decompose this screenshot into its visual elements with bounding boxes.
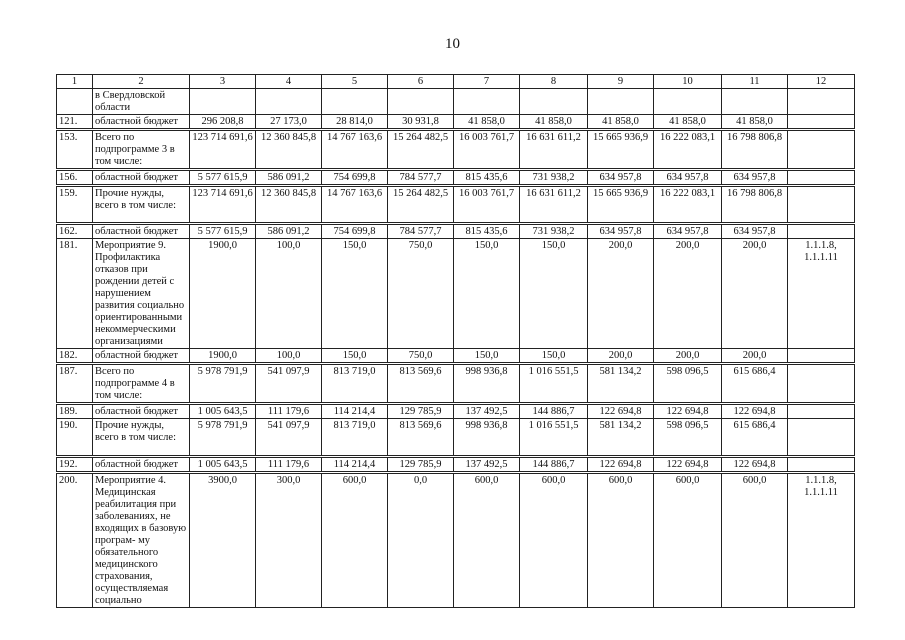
value-cell [588,89,654,115]
value-cell: 150,0 [520,239,588,349]
value-cell: 16 798 806,8 [722,186,788,224]
value-cell: 16 631 611,2 [520,186,588,224]
row-number: 200. [57,473,93,608]
value-cell: 5 978 791,9 [190,364,256,404]
table-row [57,89,855,115]
column-header: 3 [190,75,256,89]
table-row [57,186,855,224]
value-cell: 634 957,8 [722,170,788,186]
value-cell: 600,0 [454,473,520,608]
table-row [57,419,855,457]
value-cell: 1 005 643,5 [190,457,256,473]
row-number: 189. [57,404,93,419]
row-name: Мероприятие 9. Профилактика отказов при рождении детей с нарушением развития социально ориентированными некоммерческими организациями [93,239,190,349]
value-cell: 600,0 [588,473,654,608]
value-cell: 5 577 615,9 [190,224,256,239]
value-cell: 129 785,9 [388,457,454,473]
value-cell: 41 858,0 [520,115,588,130]
row-name: Всего по подпрограмме 4 в том числе: [93,364,190,404]
value-cell: 123 714 691,6 [190,130,256,170]
value-cell: 150,0 [454,349,520,364]
value-cell [654,89,722,115]
value-cell: 600,0 [722,473,788,608]
value-cell: 581 134,2 [588,419,654,457]
value-cell: 634 957,8 [588,170,654,186]
column-header: 10 [654,75,722,89]
value-cell: 16 631 611,2 [520,130,588,170]
value-cell [388,89,454,115]
value-cell: 598 096,5 [654,419,722,457]
row-number: 192. [57,457,93,473]
value-cell: 122 694,8 [722,404,788,419]
target-ref [788,404,855,419]
target-ref [788,130,855,170]
value-cell: 813 719,0 [322,364,388,404]
value-cell: 0,0 [388,473,454,608]
value-cell: 598 096,5 [654,364,722,404]
row-name: Прочие нужды, всего в том числе: [93,186,190,224]
row-name: областной бюджет [93,115,190,130]
value-cell: 114 214,4 [322,457,388,473]
value-cell: 615 686,4 [722,364,788,404]
value-cell: 114 214,4 [322,404,388,419]
value-cell: 731 938,2 [520,170,588,186]
value-cell: 1 005 643,5 [190,404,256,419]
value-cell: 586 091,2 [256,224,322,239]
budget-table [56,74,855,608]
value-cell: 122 694,8 [654,457,722,473]
value-cell: 111 179,6 [256,404,322,419]
target-ref: 1.1.1.8, 1.1.1.11 [788,473,855,608]
value-cell: 200,0 [722,349,788,364]
column-header: 6 [388,75,454,89]
value-cell: 14 767 163,6 [322,130,388,170]
column-header: 1 [57,75,93,89]
value-cell: 1900,0 [190,349,256,364]
value-cell: 123 714 691,6 [190,186,256,224]
value-cell: 615 686,4 [722,419,788,457]
value-cell: 784 577,7 [388,224,454,239]
value-cell: 16 798 806,8 [722,130,788,170]
value-cell: 122 694,8 [722,457,788,473]
value-cell: 296 208,8 [190,115,256,130]
value-cell: 813 569,6 [388,364,454,404]
value-cell: 541 097,9 [256,364,322,404]
value-cell: 586 091,2 [256,170,322,186]
column-header: 5 [322,75,388,89]
column-header: 12 [788,75,855,89]
value-cell: 122 694,8 [588,457,654,473]
column-header: 7 [454,75,520,89]
table-row [57,473,855,608]
value-cell: 137 492,5 [454,404,520,419]
value-cell: 200,0 [654,239,722,349]
value-cell: 144 886,7 [520,457,588,473]
row-name: областной бюджет [93,170,190,186]
value-cell: 600,0 [322,473,388,608]
header-row [57,75,855,89]
value-cell: 813 719,0 [322,419,388,457]
value-cell: 41 858,0 [588,115,654,130]
value-cell: 600,0 [520,473,588,608]
value-cell: 129 785,9 [388,404,454,419]
value-cell: 1900,0 [190,239,256,349]
target-ref [788,349,855,364]
table-row [57,170,855,186]
value-cell: 3900,0 [190,473,256,608]
value-cell [256,89,322,115]
value-cell: 541 097,9 [256,419,322,457]
target-ref [788,224,855,239]
value-cell: 122 694,8 [588,404,654,419]
row-name: областной бюджет [93,457,190,473]
value-cell: 150,0 [322,349,388,364]
target-ref [788,457,855,473]
value-cell: 998 936,8 [454,419,520,457]
target-ref [788,115,855,130]
row-number: 182. [57,349,93,364]
value-cell: 998 936,8 [454,364,520,404]
value-cell [454,89,520,115]
value-cell: 100,0 [256,239,322,349]
target-ref: 1.1.1.8, 1.1.1.11 [788,239,855,349]
row-number: 121. [57,115,93,130]
column-header: 2 [93,75,190,89]
value-cell: 300,0 [256,473,322,608]
value-cell: 5 978 791,9 [190,419,256,457]
value-cell: 750,0 [388,349,454,364]
value-cell: 16 222 083,1 [654,186,722,224]
value-cell: 144 886,7 [520,404,588,419]
value-cell: 28 814,0 [322,115,388,130]
value-cell: 27 173,0 [256,115,322,130]
table-row [57,349,855,364]
value-cell: 111 179,6 [256,457,322,473]
table-row [57,404,855,419]
value-cell: 1 016 551,5 [520,419,588,457]
column-header: 9 [588,75,654,89]
value-cell: 750,0 [388,239,454,349]
row-name: областной бюджет [93,224,190,239]
row-name: Всего по подпрограмме 3 в том числе: [93,130,190,170]
target-ref [788,89,855,115]
row-number: 162. [57,224,93,239]
table-row [57,224,855,239]
value-cell: 634 957,8 [588,224,654,239]
value-cell: 5 577 615,9 [190,170,256,186]
target-ref [788,186,855,224]
value-cell: 16 003 761,7 [454,186,520,224]
value-cell: 30 931,8 [388,115,454,130]
column-header: 4 [256,75,322,89]
value-cell [322,89,388,115]
row-name: Прочие нужды, всего в том числе: [93,419,190,457]
page-number: 10 [445,36,460,52]
table-row [57,364,855,404]
value-cell: 815 435,6 [454,224,520,239]
target-ref [788,170,855,186]
value-cell: 150,0 [520,349,588,364]
value-cell: 200,0 [654,349,722,364]
column-header: 11 [722,75,788,89]
value-cell: 12 360 845,8 [256,130,322,170]
value-cell: 15 665 936,9 [588,130,654,170]
value-cell: 634 957,8 [654,170,722,186]
value-cell: 41 858,0 [454,115,520,130]
row-number: 153. [57,130,93,170]
table-row [57,115,855,130]
value-cell: 16 003 761,7 [454,130,520,170]
value-cell: 14 767 163,6 [322,186,388,224]
value-cell: 634 957,8 [722,224,788,239]
value-cell: 634 957,8 [654,224,722,239]
value-cell [190,89,256,115]
column-header: 8 [520,75,588,89]
row-name: Мероприятие 4. Медицинская реабилитация при заболеваниях, не входящих в базовую програм- му обязательного медицинского страхования, осуществляемая социально [93,473,190,608]
target-ref [788,364,855,404]
row-name: областной бюджет [93,349,190,364]
value-cell: 137 492,5 [454,457,520,473]
target-ref [788,419,855,457]
row-number: 156. [57,170,93,186]
row-number: 159. [57,186,93,224]
value-cell: 784 577,7 [388,170,454,186]
value-cell: 41 858,0 [654,115,722,130]
value-cell: 122 694,8 [654,404,722,419]
row-number: 187. [57,364,93,404]
table-row [57,457,855,473]
value-cell: 41 858,0 [722,115,788,130]
value-cell: 15 264 482,5 [388,186,454,224]
value-cell: 15 264 482,5 [388,130,454,170]
value-cell: 16 222 083,1 [654,130,722,170]
value-cell: 754 699,8 [322,170,388,186]
table-row [57,130,855,170]
value-cell: 150,0 [322,239,388,349]
row-number: 190. [57,419,93,457]
value-cell: 600,0 [654,473,722,608]
value-cell [722,89,788,115]
table-row [57,239,855,349]
value-cell [520,89,588,115]
value-cell: 754 699,8 [322,224,388,239]
value-cell: 581 134,2 [588,364,654,404]
value-cell: 731 938,2 [520,224,588,239]
row-number [57,89,93,115]
value-cell: 815 435,6 [454,170,520,186]
value-cell: 813 569,6 [388,419,454,457]
value-cell: 200,0 [588,239,654,349]
value-cell: 200,0 [588,349,654,364]
value-cell: 12 360 845,8 [256,186,322,224]
value-cell: 100,0 [256,349,322,364]
row-number: 181. [57,239,93,349]
value-cell: 15 665 936,9 [588,186,654,224]
value-cell: 200,0 [722,239,788,349]
row-name: в Свердловской области [93,89,190,115]
value-cell: 1 016 551,5 [520,364,588,404]
row-name: областной бюджет [93,404,190,419]
value-cell: 150,0 [454,239,520,349]
